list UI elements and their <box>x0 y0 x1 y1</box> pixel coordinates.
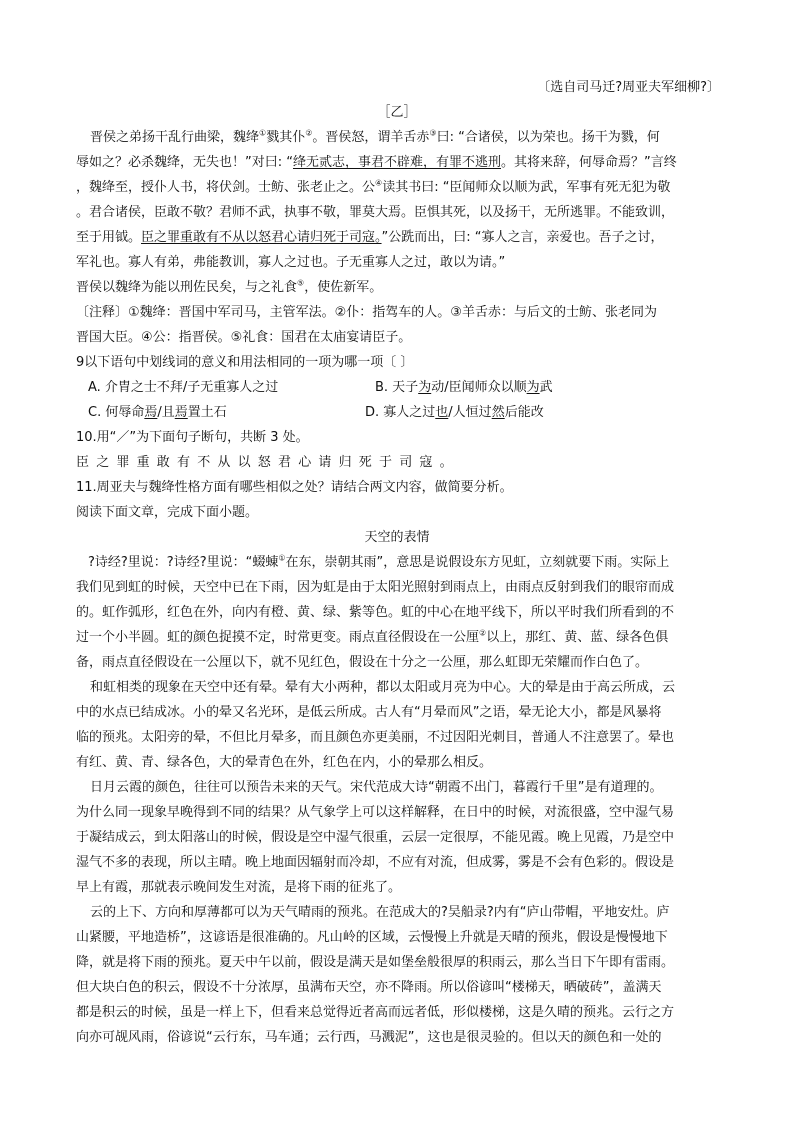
q9-option-b: B. 天子为动/臣闻师众以顺为武 <box>375 380 553 395</box>
yi-line-1: 晋侯之弟扬干乱行曲梁，魏绛①戮其仆②。晋侯怒，谓羊舌赤③曰: “合诸侯，以为荣也。扬干为戮，何 <box>90 128 660 145</box>
article-title: 天空的表情 <box>364 530 430 545</box>
article-p1-line-5: 备，雨点直径假设在一公厘以下，就不见红色，假设在十分之一公厘，那么虹即无荣耀而作白色了。 <box>76 655 649 670</box>
reading-intro: 阅读下面文章，完成下面小题。 <box>76 505 259 520</box>
yi-line-3: ，魏绛至，授仆人书，将伏剑。士鲂、张老止之。公④读其书曰: “臣闻师众以顺为武，军事有死无犯为敬 <box>76 178 671 195</box>
article-p3-line-5: 早上有霞，那就表示晚间发生对流，是将下雨的征兆了。 <box>76 880 402 895</box>
article-p2-line-1: 和虹相类的现象在天空中还有晕。晕有大小两种，都以太阳或月亮为中心。大的晕是由于高云所成，云 <box>90 680 676 695</box>
article-p2-line-4: 有红、黄、青、绿各色，大的晕青色在外，红色在内，小的晕那么相反。 <box>76 755 493 770</box>
article-p1-line-1: ?诗经?里说：?诗经?里说：“蝃蝀①在东，崇朝其雨”，意思是说假设东方见虹，立刻就要下雨。实际上 <box>88 553 670 570</box>
footnote-marker: ③ <box>429 128 437 138</box>
notes-line-2: 晋国大臣。④公：指晋侯。⑤礼食：国君在太庙宴请臣子。 <box>76 330 412 345</box>
yi-line-5: 至于用钺。臣之罪重敢有不从以怒君心请归死于司寇。”公跣而出，曰: “寡人之言，亲爱也。吾子之讨， <box>76 230 664 245</box>
footnote-marker: ② <box>479 628 487 638</box>
footnote-marker: ① <box>259 128 267 138</box>
question-9-stem: 9以下语句中划线词的意义和用法相同的一项为哪一项〔 〕 <box>76 355 414 370</box>
question-10-stem: 10.用“／”为下面句子断句，共断 3 处。 <box>76 430 309 445</box>
notes-line-1: 〔注释〕①魏绛：晋国中军司马，主管军法。②仆：指驾车的人。③羊舌赤：与后文的士鲂、张老同为 <box>76 305 657 320</box>
article-p1-line-3: 的。虹作弧形，红色在外，向内有橙、黄、绿、紫等色。虹的中心在地平线下，所以平时我们所看到的不 <box>76 605 675 620</box>
article-p4-line-5: 都是积云的时候，虽是一样上下，但看来总觉得近者高而远者低，形似楼梯，这是久晴的预兆。云行之方 <box>76 1005 675 1020</box>
article-p4-line-1: 云的上下、方向和厚薄都可以为天气晴雨的预兆。在范成大的?吴船录?内有“庐山带帽，平地安灶。庐 <box>90 905 670 920</box>
article-p3-line-3: 于凝结成云，到太阳落山的时候，假设是空中湿气很重，云层一定很厚，不能见霞。晚上见霞，乃是空中 <box>76 830 675 845</box>
article-p4-line-4: 但大块白色的积云，假设不十分浓厚，虽满布天空，亦不降雨。所以俗谚叫“楼梯天，晒破砖”，盖满天 <box>76 980 662 995</box>
q9-option-a: A. 介胄之士不拜/子无重寡人之过 <box>88 380 279 395</box>
footnote-marker: ④ <box>375 178 383 188</box>
section-title-yi: ［乙］ <box>377 105 417 120</box>
yi-line-7: 晋侯以魏绛为能以刑佐民矣，与之礼食⑤，使佐新军。 <box>76 278 383 295</box>
article-p4-line-2: 山紧腰，平地造桥”，这谚语是很准确的。凡山岭的区域，云慢慢上升就是天晴的预兆，假设是慢慢地下 <box>76 930 668 945</box>
yi-line-4: 。君合诸侯，臣敢不敬？君师不武，执事不敬，罪莫大焉。臣惧其死，以及扬干，无所逃罪。不能致训， <box>76 205 675 220</box>
article-p1-line-4: 过一个小半圆。虹的颜色捉摸不定，时常更变。雨点直径假设在一公厘②以上，那红、黄、蓝、绿各色俱 <box>76 628 669 645</box>
article-p4-line-3: 降，就是将下雨的预兆。夏天中午以前，假设是满天是如堡垒般很厚的积雨云，那么当日下午即有雷雨。 <box>76 955 675 970</box>
q9-option-d: D. 寡人之过也/人恒过然后能改 <box>365 405 544 420</box>
article-p1-line-2: 我们见到虹的时候，天空中已在下雨，因为虹是由于太阳光照射到雨点上，由雨点反射到我们的眼帘而成 <box>76 580 675 595</box>
article-p3-line-2: 为什么同一现象早晚得到不同的结果？从气象学上可以这样解释，在日中的时候，对流很盛，空中湿气易 <box>76 805 675 820</box>
article-p2-line-2: 中的水点已结成冰。小的晕又名光环，是低云所成。古人有“月晕而风”之语，晕无论大小，都是风暴将 <box>76 705 662 720</box>
article-p4-line-6: 向亦可觇风雨，俗谚说“云行东，马车通；云行西，马溅泥”，这也是很灵验的。但以天的颜色和一处的 <box>76 1030 662 1045</box>
q9-option-c: C. 何辱命焉/且焉置土石 <box>88 405 227 420</box>
underlined-sentence: 臣之罪重敢有不从以怒君心请归死于司寇。 <box>141 230 382 245</box>
article-p2-line-3: 临的预兆。太阳旁的晕，不但比月晕多，而且颜色亦更美丽，不过因阳光刺目，普通人不注意罢了。晕也 <box>76 730 675 745</box>
yi-line-2: 辱如之？必杀魏绛，无失也！”对曰: “绛无贰志，事君不辟难，有罪不逃刑。其将来辞，何辱命焉？”言终 <box>76 155 677 170</box>
footnote-marker: ⑤ <box>297 278 305 288</box>
article-p3-line-4: 湿气不多的表现，所以主晴。晚上地面因辐射而冷却，不应有对流，但成雾，雾是不会有色彩的。假设是 <box>76 855 675 870</box>
question-10-sentence: 臣之罪重敢有不从以怒君心请归死于司寇。 <box>76 455 460 470</box>
question-11-stem: 11.周亚夫与魏绛性格方面有哪些相似之处？请结合两文内容，做简要分析。 <box>76 480 513 495</box>
footnote-marker: ① <box>278 553 286 563</box>
yi-line-6: 军礼也。寡人有弟，弗能教训，寡人之过也。子无重寡人之过，敢以为请。” <box>76 255 506 270</box>
footnote-marker: ② <box>305 128 313 138</box>
article-p3-line-1: 日月云霞的颜色，往往可以预告未来的天气。宋代范成大诗“朝霞不出门，暮霞行千里”是有道理的。 <box>90 780 663 795</box>
source-citation: 〔选自司马迁?周亚夫军细柳?〕 <box>537 80 720 95</box>
underlined-phrase: 绛无贰志，事君不辟难，有罪不逃刑 <box>292 155 501 170</box>
